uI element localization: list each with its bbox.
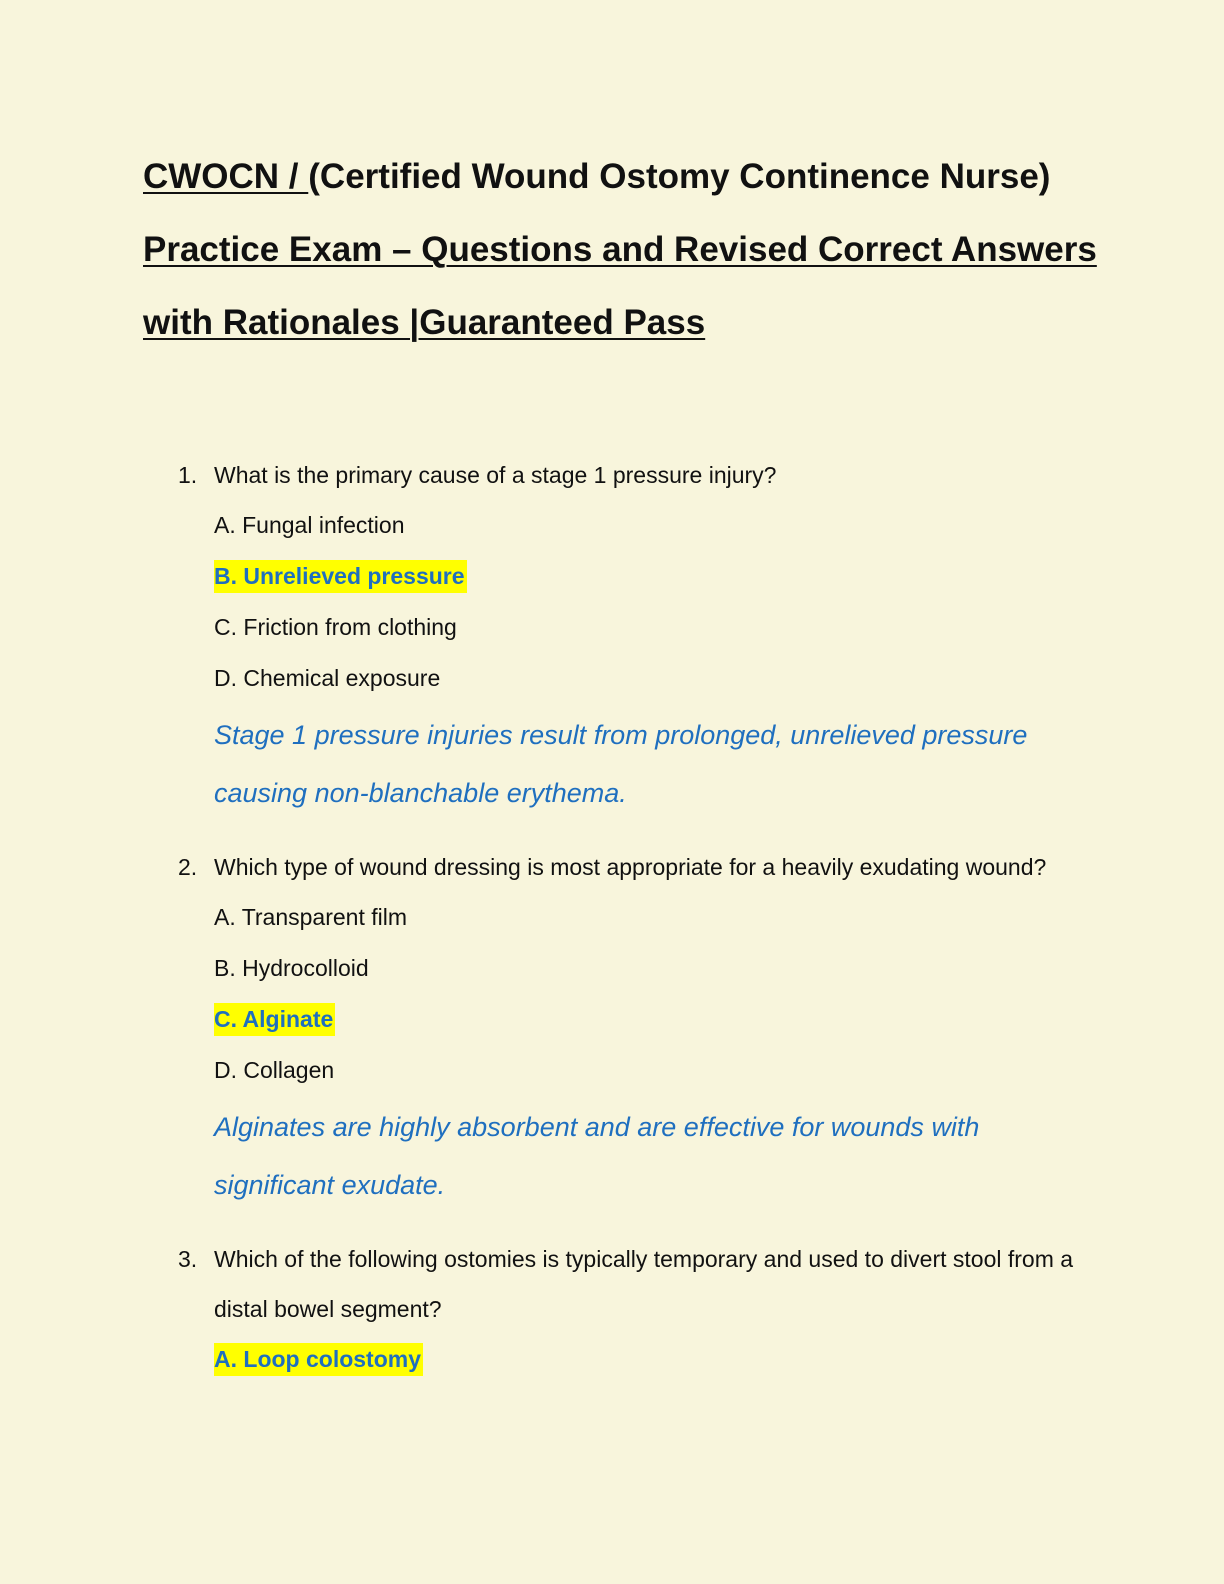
question-number: 1. <box>178 462 198 488</box>
question-text: Which type of wound dressing is most appropriate for a heavily exudating wound? <box>214 854 1047 880</box>
question-text: What is the primary cause of a stage 1 pressure injury? <box>214 462 777 488</box>
correct-answer-option: A. Loop colostomy <box>214 1334 1084 1385</box>
title-subtitle: (Certified Wound Ostomy Continence Nurse) <box>308 157 1051 196</box>
answer-option: D. Collagen <box>214 1057 335 1083</box>
answer-option: D. Chemical exposure <box>214 665 441 691</box>
rationale-text: Alginates are highly absorbent and are effective for wounds with significant exudate. <box>214 1112 980 1200</box>
question-2 <box>0 842 1224 1214</box>
answer-option: B. Hydrocolloid <box>214 955 369 981</box>
answer-option: A. Transparent film <box>214 904 408 930</box>
rationale-text: Stage 1 pressure injuries result from prolonged, unrelieved pressure causing non-blanchable erythema. <box>214 720 1028 808</box>
question-1 <box>0 450 1224 822</box>
question-3 <box>0 1234 1224 1385</box>
title-prefix: CWOCN / <box>143 157 309 196</box>
question-text: Which of the following ostomies is typically temporary and used to divert stool from a distal bowel segment? <box>214 1246 1074 1322</box>
title-main: Practice Exam – Questions and Revised Correct Answers with Rationales |Guaranteed Pass <box>143 230 1097 342</box>
question-number: 2. <box>178 854 198 880</box>
correct-answer-option: B. Unrelieved pressure <box>214 551 1084 602</box>
question-list <box>0 450 1224 1405</box>
answer-option: A. Fungal infection <box>214 512 405 538</box>
correct-answer-option: C. Alginate <box>214 994 1084 1045</box>
page-title <box>143 140 1103 359</box>
answer-option: C. Friction from clothing <box>214 614 457 640</box>
question-number: 3. <box>178 1246 198 1272</box>
